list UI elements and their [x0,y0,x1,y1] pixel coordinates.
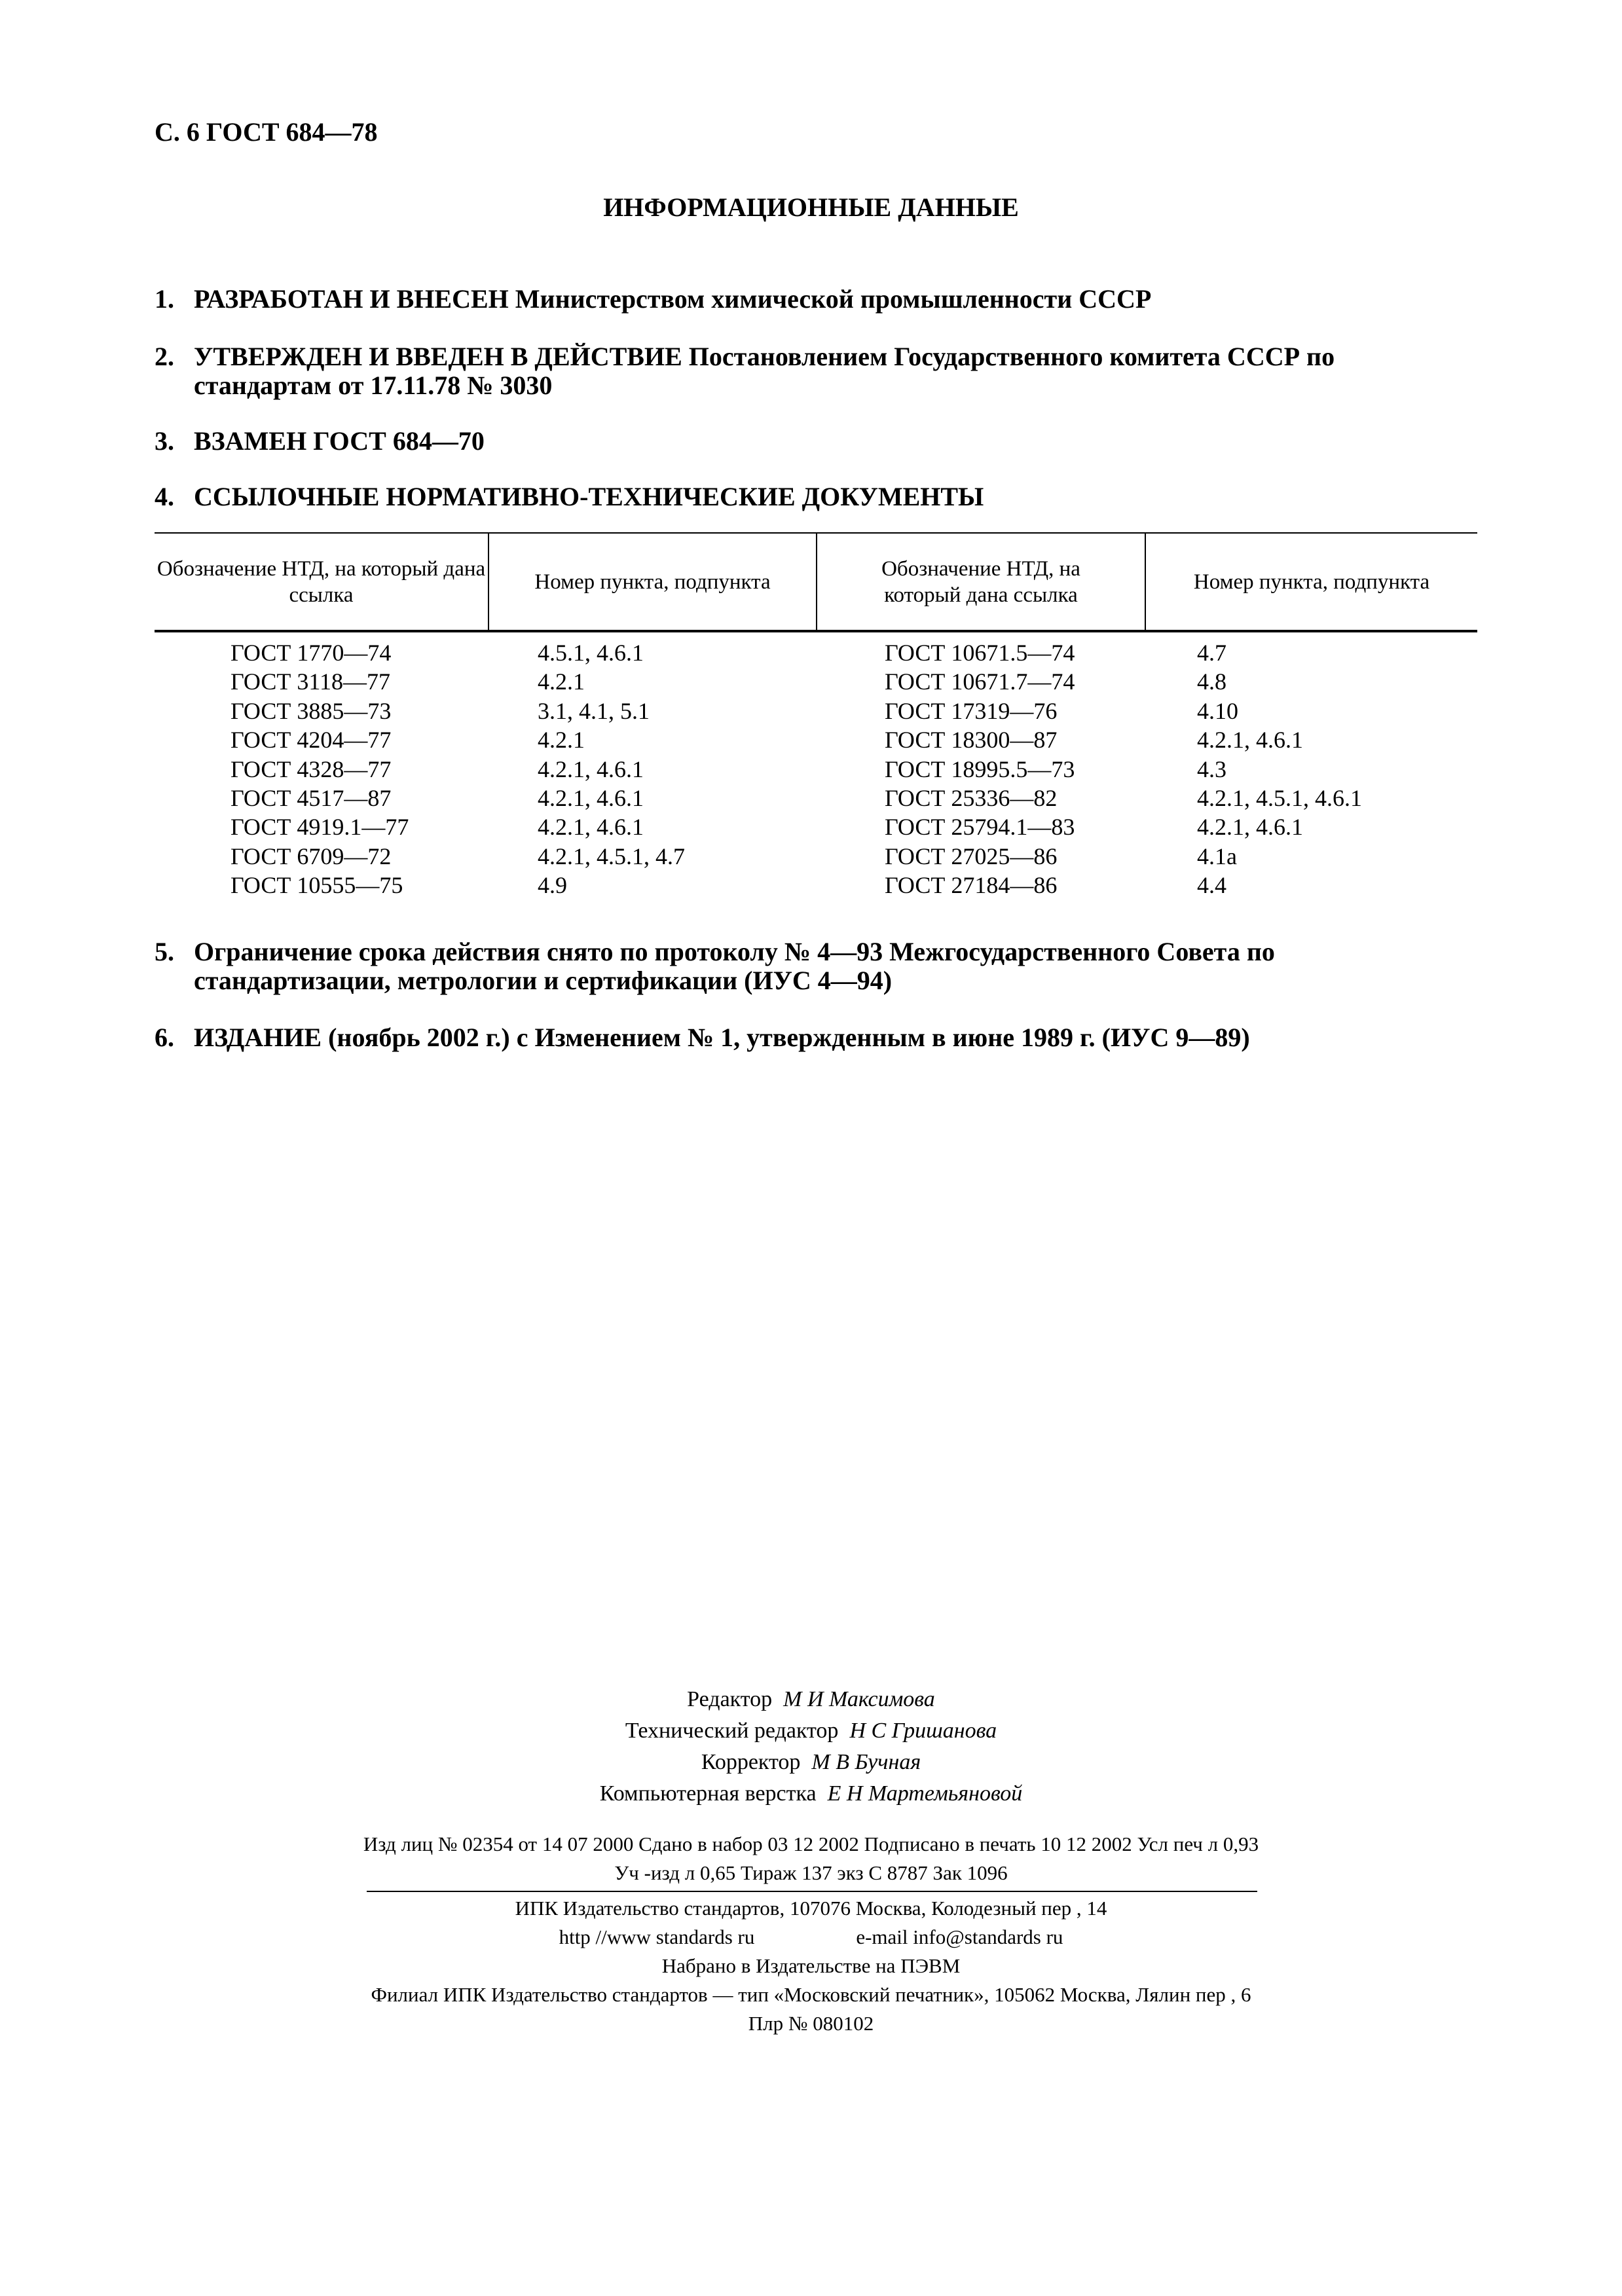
table-header-cell: Обозначение НТД, на который дана ссылка [881,556,1080,607]
publisher-info [0,1894,1622,2038]
item-number: 4. [155,482,174,511]
list-item [155,427,1477,460]
item-number: 6. [155,1023,174,1052]
credit-line [0,1715,1622,1747]
table-cell-doc: ГОСТ 6709—72 [230,843,392,869]
table-column-right-clauses [1197,638,1362,900]
credit-role: Технический редактор [625,1719,839,1743]
table-cell-clause: 4.2.1, 4.6.1 [538,784,644,811]
credit-role: Редактор [687,1687,773,1711]
publisher-info-line: Набрано в Издательстве на ПЭВМ [661,1954,961,1977]
table-column-left-docs [230,638,409,900]
table-cell-clause: 4.2.1 [538,668,585,695]
table-cell-clause: 4.1а [1197,843,1237,869]
table-cell-doc: ГОСТ 4328—77 [230,756,392,782]
table-cell-doc: ГОСТ 17319—76 [885,697,1058,724]
list-item [155,285,1477,318]
table-header-cell: Обозначение НТД, на который дана ссылка [157,556,486,607]
item-text: ВЗАМЕН ГОСТ 684—70 [194,426,485,456]
table-cell-clause: 4.10 [1197,697,1238,724]
credit-line [0,1747,1622,1778]
table-column-right-docs [885,638,1075,900]
credit-line [0,1684,1622,1715]
credit-role: Компьютерная верстка [599,1781,817,1806]
table-cell-doc: ГОСТ 4919.1—77 [230,814,409,841]
item-text: Ограничение срока действия снято по протоколу № 4—93 Межгосударственного Совета по стандартизации, метрологии и сертификации (ИУС 4—94) [194,937,1275,995]
table-cell-doc: ГОСТ 1770—74 [230,640,392,666]
table-header-cell: Номер пункта, подпункта [1193,570,1430,594]
credit-role: Корректор [701,1750,801,1774]
table-cell-clause: 4.2.1, 4.6.1 [1197,814,1303,841]
table-cell-clause: 4.4 [1197,872,1226,899]
print-info-line: Уч -изд л 0,65 Тираж 137 экз С 8787 Зак 1096 [614,1861,1008,1884]
table-cell-doc: ГОСТ 25336—82 [885,784,1058,811]
credits-block [0,1684,1622,1810]
list-item [155,342,1477,401]
table-cell-doc: ГОСТ 3118—77 [230,668,391,695]
table-cell-clause: 4.2.1, 4.5.1, 4.7 [538,843,685,869]
table-cell-doc: ГОСТ 10671.5—74 [885,640,1075,666]
table-cell-doc: ГОСТ 18300—87 [885,727,1058,754]
table-cell-doc: ГОСТ 25794.1—83 [885,814,1075,841]
list-item [155,938,1477,996]
publisher-info-line: Филиал ИПК Издательство стандартов — тип «Московский печатник», 105062 Москва, Лялин пер , 6 [371,1983,1251,2006]
table-cell-clause: 4.2.1, 4.6.1 [538,814,644,841]
publisher-info-line: Плр № 080102 [748,2012,874,2035]
publisher-info-line: ИПК Издательство стандартов, 107076 Москва, Колодезный пер , 14 [515,1897,1107,1920]
credit-name: М И Максимова [783,1687,935,1711]
table-cell-clause: 4.9 [538,872,567,899]
table-cell-clause: 4.7 [1197,640,1226,666]
credit-name: Е Н Мартемьяновой [827,1781,1023,1806]
table-cell-doc: ГОСТ 18995.5—73 [885,756,1075,782]
item-number: 3. [155,426,174,456]
table-cell-doc: ГОСТ 27184—86 [885,872,1058,899]
table-cell-clause: 4.8 [1197,668,1226,695]
table-cell-doc: ГОСТ 4204—77 [230,727,392,754]
table-cell-doc: ГОСТ 27025—86 [885,843,1058,869]
page-header: С. 6 ГОСТ 684—78 [155,117,378,147]
item-number: 5. [155,937,174,966]
table-cell-clause: 4.2.1, 4.5.1, 4.6.1 [1197,784,1362,811]
item-text: УТВЕРЖДЕН И ВВЕДЕН В ДЕЙСТВИЕ Постановлением Государственного комитета СССР по стандартам от 17.11.78 № 3030 [194,342,1335,400]
table-header-cell: Номер пункта, подпункта [534,570,771,594]
publisher-info-line: http //www standards ru e-mail info@standards ru [559,1925,1063,1948]
credit-name: Н С Гришанова [849,1719,997,1743]
table-cell-doc: ГОСТ 10671.7—74 [885,668,1075,695]
table-cell-clause: 4.5.1, 4.6.1 [538,640,644,666]
table-cell-clause: 4.2.1, 4.6.1 [1197,727,1303,754]
list-item [155,483,1477,515]
table-cell-clause: 4.2.1 [538,727,585,754]
print-info [0,1830,1622,1887]
item-number: 2. [155,342,174,371]
table-cell-clause: 4.2.1, 4.6.1 [538,756,644,782]
page-title: ИНФОРМАЦИОННЫЕ ДАННЫЕ [603,192,1019,222]
item-text: РАЗРАБОТАН И ВНЕСЕН Министерством химической промышленности СССР [194,284,1152,314]
table-cell-clause: 4.3 [1197,756,1226,782]
credit-line [0,1778,1622,1810]
item-number: 1. [155,284,174,314]
print-info-line: Изд лиц № 02354 от 14 07 2000 Сдано в набор 03 12 2002 Подписано в печать 10 12 2002 Усл печ л 0,93 [363,1832,1259,1855]
list-item [155,1023,1477,1056]
item-text: ИЗДАНИЕ (ноябрь 2002 г.) с Изменением № 1, утвержденным в июне 1989 г. (ИУС 9—89) [194,1023,1250,1052]
divider [367,1891,1257,1892]
table-column-left-clauses [538,638,685,900]
credit-name: М В Бучная [811,1750,921,1774]
table-cell-clause: 3.1, 4.1, 5.1 [538,697,650,724]
item-text: ССЫЛОЧНЫЕ НОРМАТИВНО-ТЕХНИЧЕСКИЕ ДОКУМЕНТЫ [194,482,984,511]
table-cell-doc: ГОСТ 4517—87 [230,784,392,811]
table-cell-doc: ГОСТ 10555—75 [230,872,403,899]
table-cell-doc: ГОСТ 3885—73 [230,697,392,724]
